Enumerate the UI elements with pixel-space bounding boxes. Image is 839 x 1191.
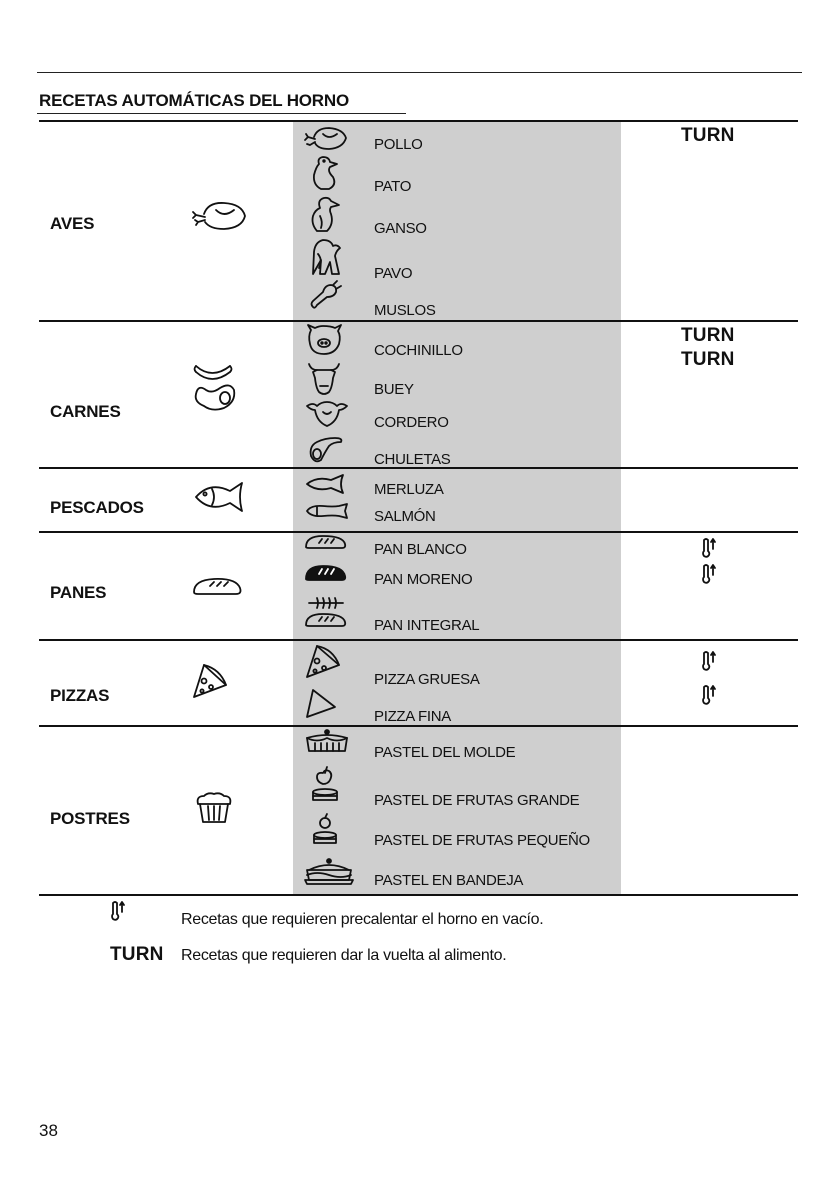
page-number: 38: [39, 1121, 58, 1140]
tray-cake-icon: [303, 858, 351, 894]
preheat-icon: [701, 650, 717, 672]
recipe-label: BUEY: [374, 381, 414, 398]
fish-icon: [190, 479, 250, 519]
category-aves: AVES: [50, 214, 95, 233]
recipe-label: COCHINILLO: [374, 342, 463, 359]
recipe-label: PAN BLANCO: [374, 541, 467, 558]
category-panes: PANES: [50, 583, 107, 602]
row-divider: [39, 725, 798, 727]
turn-mark: TURN: [681, 325, 735, 346]
recipe-label: PASTEL DE FRUTAS GRANDE: [374, 792, 580, 809]
turkey-icon: [303, 236, 351, 272]
legend-turn-text: Recetas que requieren dar la vuelta al alimento.: [181, 947, 507, 964]
pig-icon: [303, 324, 351, 360]
duck-icon: [303, 155, 351, 191]
thin-pizza-icon: [303, 687, 351, 723]
preheat-icon: [701, 537, 717, 559]
recipe-label: PAN INTEGRAL: [374, 617, 480, 634]
row-divider: [39, 639, 798, 641]
top-rule: [37, 72, 802, 73]
recipe-label: CHULETAS: [374, 451, 451, 468]
mould-cake-icon: [303, 729, 351, 765]
recipe-label: GANSO: [374, 220, 427, 237]
category-pizzas: PIZZAS: [50, 686, 110, 705]
drumstick-icon: [303, 281, 351, 317]
table-top-rule: [39, 120, 798, 122]
thick-pizza-icon: [303, 643, 351, 679]
recipe-label: PIZZA FINA: [374, 708, 452, 725]
recipe-label: PASTEL DEL MOLDE: [374, 744, 516, 761]
page-title: RECETAS AUTOMÁTICAS DEL HORNO: [39, 91, 349, 110]
recipe-label: SALMÓN: [374, 508, 436, 525]
recipe-label: MERLUZA: [374, 481, 444, 498]
recipe-label: PASTEL DE FRUTAS PEQUEÑO: [374, 832, 590, 849]
preheat-icon: [701, 563, 717, 585]
turn-mark: TURN: [681, 125, 735, 146]
legend-turn-label: TURN: [110, 944, 164, 965]
table-bottom-rule: [39, 894, 798, 896]
recipe-label: PASTEL EN BANDEJA: [374, 872, 524, 889]
meat-icon: [190, 358, 250, 398]
ox-icon: [303, 362, 351, 398]
chop-icon: [303, 434, 351, 470]
turn-mark: TURN: [681, 349, 735, 370]
category-postres: POSTRES: [50, 809, 130, 828]
recipe-label: PAN MORENO: [374, 571, 473, 588]
muffin-icon: [194, 792, 254, 832]
recipe-label: PATO: [374, 178, 412, 195]
pizza-slice-icon: [190, 661, 250, 701]
recipe-label: CORDERO: [374, 414, 449, 431]
recipe-label: MUSLOS: [374, 302, 436, 319]
salmon-icon: [303, 499, 351, 535]
title-underline: [37, 113, 406, 114]
preheat-icon: [110, 900, 126, 922]
category-carnes: CARNES: [50, 402, 121, 421]
category-pescados: PESCADOS: [50, 498, 144, 517]
lamb-icon: [303, 400, 351, 436]
bread-icon: [190, 574, 250, 614]
legend-preheat-text: Recetas que requieren precalentar el horno en vacío.: [181, 911, 544, 928]
wholegrain-bread-icon: [303, 593, 351, 629]
preheat-icon: [701, 684, 717, 706]
goose-icon: [303, 196, 351, 232]
large-fruit-cake-icon: [303, 766, 351, 802]
row-divider: [39, 531, 798, 533]
recipe-label: PAVO: [374, 265, 413, 282]
recipe-label: POLLO: [374, 136, 423, 153]
small-fruit-cake-icon: [303, 813, 351, 849]
recipe-label: PIZZA GRUESA: [374, 671, 480, 688]
roast-chicken-icon: [190, 196, 250, 236]
row-divider: [39, 320, 798, 322]
